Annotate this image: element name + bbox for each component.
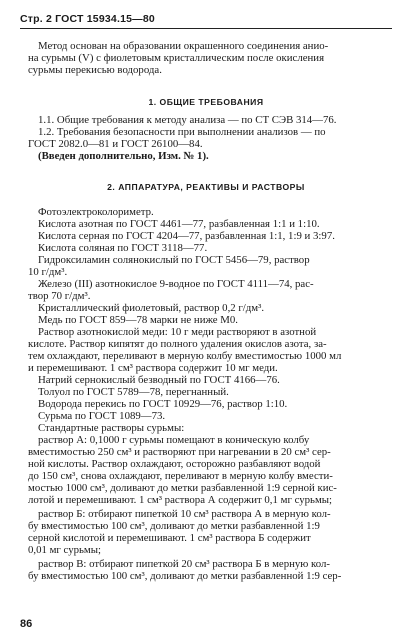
section-2-line: Сурьма по ГОСТ 1089—73. [38,410,166,422]
section-2-line: мостью 1000 см³, доливают до метки разбавленной 1:9 серной кис- [28,482,337,494]
section-2-line: твор 70 г/дм³. [28,290,91,302]
section-2-line: Железо (III) азотнокислое 9-водное по ГОСТ 4111—74, рас- [38,278,314,290]
section-2-line: вместимостью 250 см³ и растворяют при нагревании в 20 см³ сер- [28,446,331,458]
section-2-line: раствор А: 0,1000 г сурьмы помещают в коническую колбу [38,434,310,446]
section-2-line: Медь по ГОСТ 859—78 марки не ниже М0. [38,314,238,326]
intro-line: Метод основан на образовании окрашенного соединения анио- [38,40,329,52]
section-2-line: Кислота серная по ГОСТ 4204—77, разбавленная 1:1, 1:9 и 3:97. [38,230,335,242]
section-2-line: серной кислотой и перемешивают. 1 см³ раствора Б содержит [28,532,311,544]
section-2-line: 0,01 мг сурьмы; [28,544,102,556]
section-2-line: Натрий сернокислый безводный по ГОСТ 4166—76. [38,374,280,386]
section-2-line: Кислота азотная по ГОСТ 4461—77, разбавленная 1:1 и 1:10. [38,218,320,230]
section-2-line: бу вместимостью 100 см³, доливают до метки разбавленной 1:9 [28,520,320,532]
section-2-line: лотой и перемешивают. 1 см³ раствора А содержит 0,1 мг сурьмы; [28,494,333,506]
section-2-line: Кристаллический фиолетовый, раствор 0,2 г/дм³. [38,302,265,314]
section-2-heading: 2. АППАРАТУРА, РЕАКТИВЫ И РАСТВОРЫ [107,182,305,192]
section-2-line: и перемешивают. 1 см³ раствора содержит 10 мг меди. [28,362,278,374]
section-2-line: ной кислоты. Раствор охлаждают, осторожно разбавляют водой [28,458,321,470]
page-number: 86 [20,618,33,630]
amendment-note: (Введен дополнительно, Изм. № 1). [38,150,209,162]
section-2-line: раствор В: отбирают пипеткой 20 см³ раствора Б в мерную кол- [38,558,330,570]
section-2-line: 10 г/дм³. [28,266,68,278]
section-2-line: Толуол по ГОСТ 5789—78, перегнанный. [38,386,229,398]
section-1-line: 1.1. Общие требования к методу анализа — по СТ СЭВ 314—76. [38,114,337,126]
section-2-line: Гидроксиламин солянокислый по ГОСТ 5456—79, раствор [38,254,310,266]
intro-line: на сурьмы (V) с фиолетовым кристаллическим после окисления [28,52,325,64]
section-1-line: 1.2. Требования безопасности при выполнении анализов — по [38,126,326,138]
section-2-line: Фотоэлектроколориметр. [38,206,154,218]
header-rule [20,28,392,29]
page-header: Стр. 2 ГОСТ 15934.15—80 [20,13,155,25]
section-2-line: раствор Б: отбирают пипеткой 10 см³ раствора А в мерную кол- [38,508,331,520]
section-1-heading: 1. ОБЩИЕ ТРЕБОВАНИЯ [148,97,264,107]
section-1-line: ГОСТ 2082.0—81 и ГОСТ 26100—84. [28,138,203,150]
section-2-line: тем охлаждают, переливают в мерную колбу вместимостью 1000 мл [28,350,342,362]
section-2-line: Водорода перекись по ГОСТ 10929—76, раствор 1:10. [38,398,288,410]
section-2-line: до 150 см³, снова охлаждают, переливают в мерную колбу вмести- [28,470,333,482]
section-2-line: кислоте. Раствор кипятят до полного удаления окислов азота, за- [28,338,327,350]
section-2-line: Стандартные растворы сурьмы: [38,422,185,434]
intro-line: сурьмы перекисью водорода. [28,64,162,76]
section-2-line: Кислота соляная по ГОСТ 3118—77. [38,242,208,254]
section-2-line: бу вместимостью 100 см³, доливают до метки разбавленной 1:9 сер- [28,570,342,582]
section-2-line: Раствор азотнокислой меди: 10 г меди растворяют в азотной [38,326,317,338]
